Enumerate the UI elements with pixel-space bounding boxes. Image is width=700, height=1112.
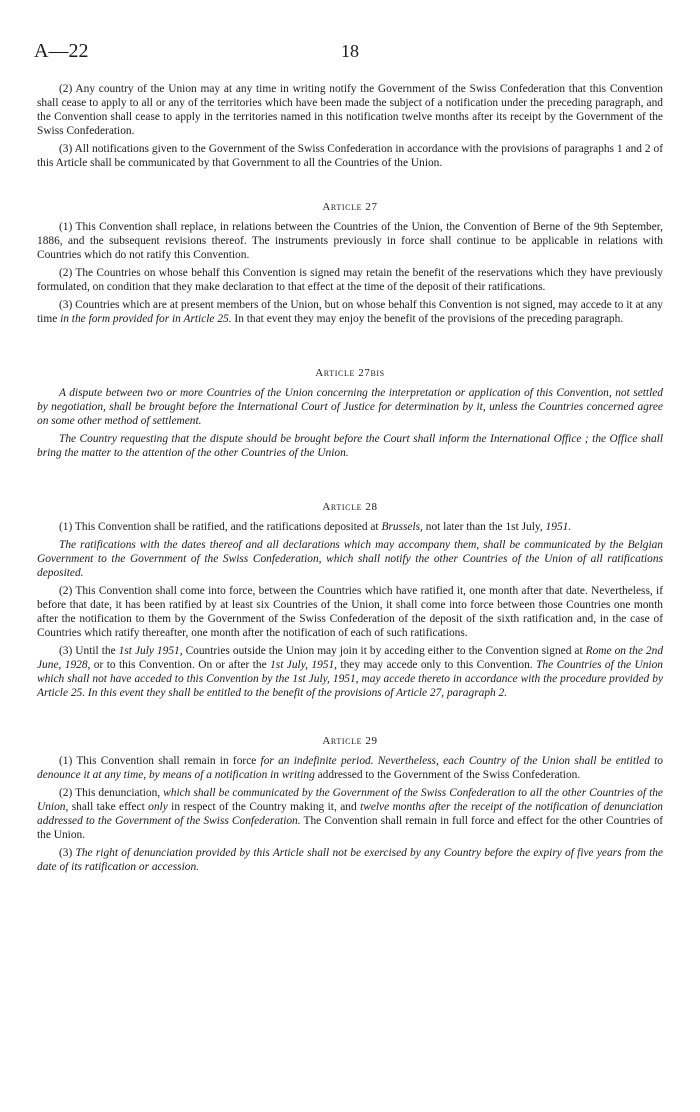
paragraph: The ratifications with the dates thereof and all declarations which may accompany them, shall be communicated by the Belgian Government to the Government of the Swiss Confederation, which shall notify the other Countries of the Union of all ratifications deposited. — [37, 539, 663, 579]
paragraph: (3) Countries which are at present members of the Union, but on whose behalf this Convention is not signed, may accede to it at any time in the form provided for in Article 25. In that event they may enjoy the benefit of the provisions of the preceding paragraph. — [37, 299, 663, 325]
article-heading: Article 27bis — [315, 367, 385, 379]
paragraph: (1) This Convention shall remain in force for an indefinite period. Nevertheless, each Country of the Union shall be entitled to denounce it at any time, by means of a notification in writing addressed to the Government of the Swiss Confederation. — [37, 755, 663, 781]
paragraph: (2) The Countries on whose behalf this Convention is signed may retain the benefit of the reservations which they have previously formulated, on condition that they make declaration to that effect at the time of the deposit of their ratifications. — [37, 267, 663, 293]
article-heading: Article 27 — [322, 201, 378, 213]
article-heading: Article 28 — [322, 501, 378, 513]
paragraph: (1) This Convention shall replace, in relations between the Countries of the Union, the Convention of Berne of the 9th September, 1886, and the subsequent revisions thereof. The instruments previously in force shall continue to be applicable in relations with Countries which do not ratify this Convention. — [37, 221, 663, 261]
paragraph: (3) Until the 1st July 1951, Countries outside the Union may join it by acceding either to the Convention signed at Rome on the 2nd June, 1928, or to this Convention. On or after the 1st July, 1951, they may accede only to this Convention. The Countries of the Union which shall not have acceded to this Convention by the 1st July, 1951, may accede thereto in accordance with the procedure provided by Article 25. In this event they shall be entitled to the benefit of the provisions of Article 27, paragraph 2. — [37, 645, 664, 699]
page-header — [0, 40, 700, 64]
paragraph: (1) This Convention shall be ratified, and the ratifications deposited at Brussels, not later than the 1st July, 1951. — [59, 521, 572, 533]
paragraph: (3) All notifications given to the Government of the Swiss Confederation in accordance with the provisions of paragraphs 1 and 2 of this Article shall be communicated by that Government to all the Countries of the Union. — [37, 143, 663, 169]
paragraph: (3) The right of denunciation provided by this Article shall not be exercised by any Country before the expiry of five years from the date of its ratification or accession. — [37, 847, 663, 873]
paragraph: (2) This denunciation, which shall be communicated by the Government of the Swiss Confederation to all the other Countries of the Union, shall take effect only in respect of the Country making it, and twelve months after the receipt of the notification of denunciation addressed to the Government of the Swiss Confederation. The Convention shall remain in full force and effect for the other Countries of the Union. — [37, 787, 663, 841]
paragraph: A dispute between two or more Countries of the Union concerning the interpretation or application of this Convention, not settled by negotiation, shall be brought before the International Court of Justice for determination by it, unless the Countries concerned agree on some other method of settlement. — [37, 387, 663, 427]
document-body — [37, 82, 663, 878]
article-heading: Article 29 — [322, 735, 378, 747]
paragraph: (2) This Convention shall come into force, between the Countries which have ratified it, one month after that date. Nevertheless, if before that date, it has been ratified by at least six Countries of the Union, it shall come into force between those Countries one month after the notification to them by the Government of the Swiss Confederation of the deposit of the sixth ratification and, in the case of Countries which ratify thereafter, one month after the notification of each of such ratifications. — [37, 585, 663, 639]
page-number: 18 — [341, 41, 359, 61]
paragraph: (2) Any country of the Union may at any time in writing notify the Government of the Swiss Confederation that this Convention shall cease to apply to all or any of the territories which have been made the subject of a notification under the preceding paragraph, and the Convention shall cease to apply in the territories named in this notification twelve months after its receipt by the Government of the Swiss Confederation. — [37, 83, 663, 137]
document-reference: A—22 — [34, 40, 89, 62]
paragraph: The Country requesting that the dispute should be brought before the Court shall inform the International Office ; the Office shall bring the matter to the attention of the other Countries of the Union. — [37, 433, 663, 459]
